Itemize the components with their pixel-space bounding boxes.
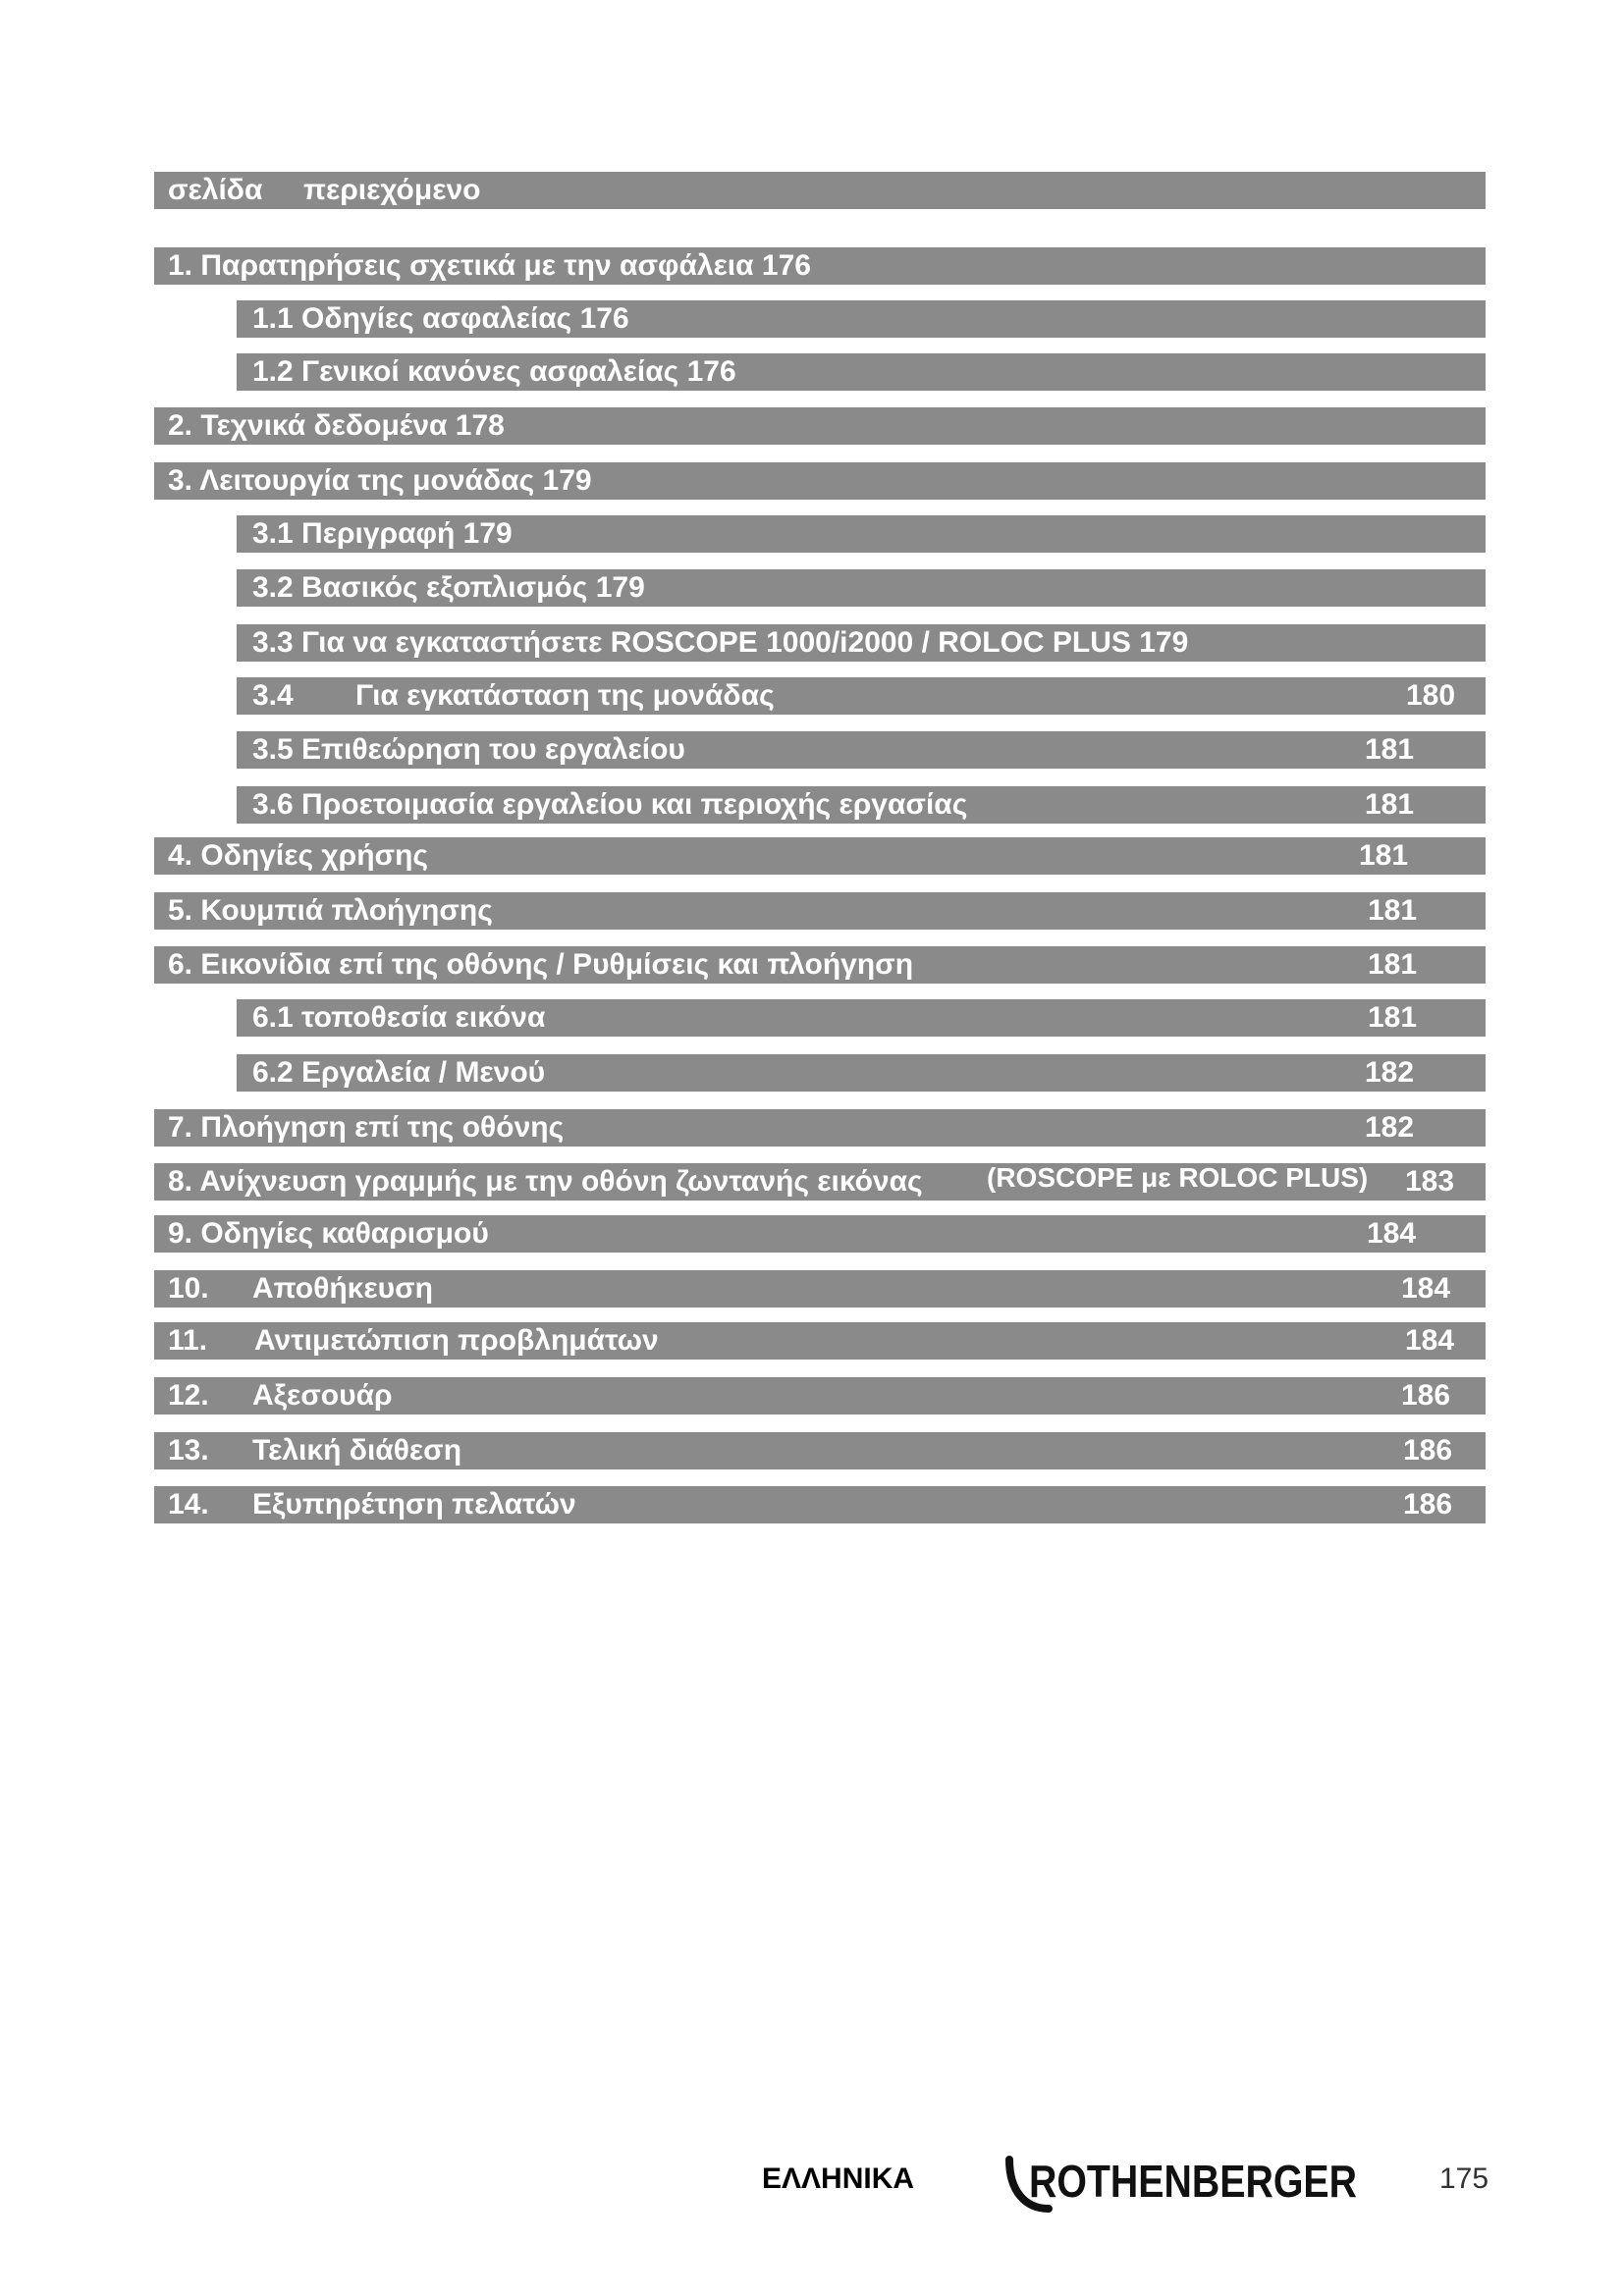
toc-entry-text: 8. Ανίχνευση γραμμής με την οθόνη ζωντανής εικόνας	[168, 1165, 923, 1198]
toc-entry[interactable]	[154, 1322, 1486, 1360]
toc-entry-page: 181	[1368, 948, 1418, 981]
toc-entry-page: 184	[1401, 1272, 1451, 1305]
toc-entry[interactable]	[237, 515, 1486, 553]
footer-language: ΕΛΛΗΝΙΚΑ	[762, 2163, 915, 2195]
page-number: 175	[1439, 2163, 1489, 2195]
toc-entry-page: 181	[1365, 788, 1415, 821]
toc-entry-text: 7. Πλοήγηση επί της οθόνης	[168, 1111, 565, 1144]
toc-entry-text: 9. Οδηγίες καθαρισμού	[168, 1217, 489, 1250]
toc-entry-text: 6. Εικονίδια επί της οθόνης / Ρυθμίσεις και πλοήγηση	[168, 948, 914, 981]
toc-entry-text: 3.6 Προετοιμασία εργαλείου και περιοχής εργασίας	[252, 788, 968, 821]
toc-entry-text: 1. Παρατηρήσεις σχετικά με την ασφάλεια 176	[168, 249, 811, 282]
toc-entry-text: 3.1 Περιγραφή 179	[252, 517, 513, 550]
toc-entry[interactable]	[237, 300, 1486, 338]
header-page-label: σελίδα	[168, 174, 263, 206]
toc-entry-number: 14.	[168, 1488, 209, 1521]
rothenberger-logo-icon	[1003, 2144, 1396, 2222]
brand-logo	[1003, 2144, 1396, 2227]
brand-wordmark: ROTHENBERGER	[1029, 2156, 1357, 2207]
toc-entry[interactable]	[237, 731, 1486, 769]
toc-entry-text: 2. Τεχνικά δεδομένα 178	[168, 409, 505, 442]
toc-entry-page: 182	[1365, 1111, 1415, 1144]
toc-entry-text: 4. Οδηγίες χρήσης	[168, 839, 429, 872]
toc-entry-text: 5. Κουμπιά πλοήγησης	[168, 894, 493, 927]
toc-entry[interactable]	[154, 247, 1486, 285]
toc-entry-page: 184	[1405, 1324, 1455, 1357]
toc-entry-text: Αποθήκευση	[252, 1272, 433, 1305]
toc-entry-number: 13.	[168, 1434, 209, 1467]
toc-entry-page: 181	[1368, 1001, 1418, 1034]
toc-entry-extra: (ROSCOPE με ROLOC PLUS)	[987, 1162, 1369, 1193]
toc-entry-text: Τελική διάθεση	[252, 1434, 462, 1467]
toc-entry[interactable]	[154, 1432, 1486, 1469]
toc-entry-page: 181	[1365, 733, 1415, 766]
toc-entry-page: 186	[1403, 1434, 1453, 1467]
toc-entry-text: Για εγκατάσταση της μονάδας	[355, 679, 775, 712]
toc-entry-text: 6.2 Εργαλεία / Μενού	[252, 1056, 546, 1089]
toc-entry[interactable]	[154, 892, 1486, 930]
header-content-label: περιεχόμενο	[303, 174, 481, 206]
toc-entry-text: 1.2 Γενικοί κανόνες ασφαλείας 176	[252, 355, 736, 388]
toc-entry[interactable]	[154, 1270, 1486, 1308]
toc-entry[interactable]	[237, 353, 1486, 391]
toc-entry[interactable]	[154, 1163, 1486, 1201]
toc-entry-text: 3.5 Επιθεώρηση του εργαλείου	[252, 733, 685, 766]
toc-entry-number: 11.	[168, 1324, 208, 1357]
toc-entry-page: 186	[1403, 1488, 1453, 1521]
toc-entry[interactable]	[154, 1215, 1486, 1253]
toc-entry[interactable]	[154, 1377, 1486, 1415]
toc-entry[interactable]	[154, 407, 1486, 445]
toc-entry[interactable]	[237, 999, 1486, 1037]
toc-entry[interactable]	[237, 569, 1486, 607]
toc-entry[interactable]	[237, 624, 1486, 662]
toc-entry[interactable]	[237, 1054, 1486, 1092]
toc-entry[interactable]	[237, 786, 1486, 824]
toc-entry-page: 180	[1406, 679, 1456, 712]
toc-entry-text: 3.3 Για να εγκαταστήσετε ROSCOPE 1000/i2000 / ROLOC PLUS 179	[252, 626, 1189, 659]
toc-entry[interactable]	[237, 677, 1486, 715]
toc-entry-page: 183	[1405, 1165, 1455, 1198]
toc-entry[interactable]	[154, 946, 1486, 984]
toc-entry-page: 181	[1359, 839, 1409, 872]
toc-entry-page: 182	[1365, 1056, 1415, 1089]
toc-entry-text: Αντιμετώπιση προβλημάτων	[254, 1324, 659, 1357]
toc-entry-page: 186	[1401, 1379, 1451, 1412]
toc-entry-number: 3.4	[252, 679, 294, 712]
toc-entry[interactable]	[154, 1109, 1486, 1147]
toc-entry-text: 3.2 Βασικός εξοπλισμός 179	[252, 571, 645, 604]
toc-header	[154, 172, 1486, 209]
toc-entry-text: Εξυπηρέτηση πελατών	[252, 1488, 576, 1521]
toc-entry-number: 12.	[168, 1379, 209, 1412]
toc-entry[interactable]	[154, 837, 1486, 875]
toc-entry-page: 184	[1367, 1217, 1417, 1250]
toc-entry-text: Αξεσουάρ	[252, 1379, 393, 1412]
toc-entry[interactable]	[154, 1486, 1486, 1523]
toc-entry-page: 181	[1368, 894, 1418, 927]
toc-entry-number: 10.	[168, 1272, 209, 1305]
toc-entry[interactable]	[154, 462, 1486, 500]
toc-entry-text: 6.1 τοποθεσία εικόνα	[252, 1001, 546, 1034]
toc-entry-text: 1.1 Οδηγίες ασφαλείας 176	[252, 302, 629, 335]
toc-entry-text: 3. Λειτουργία της μονάδας 179	[168, 464, 592, 497]
